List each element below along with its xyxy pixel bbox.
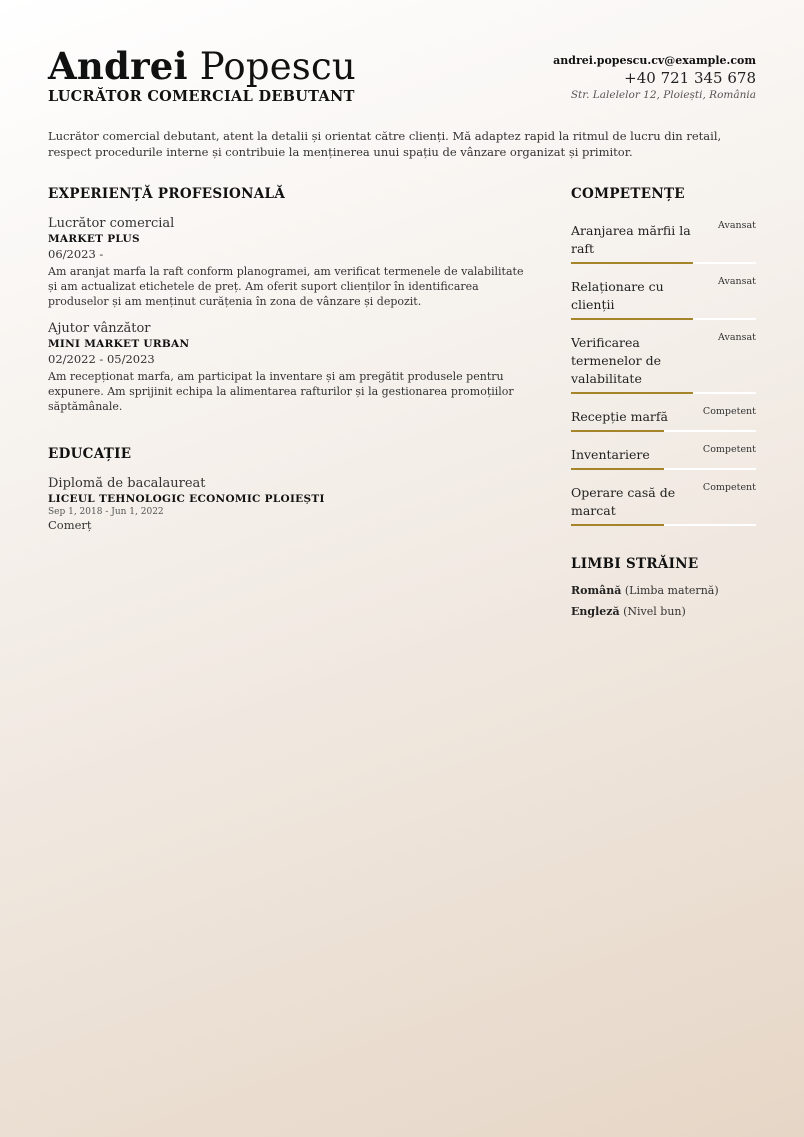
- education-school: LICEUL TEHNOLOGIC ECONOMIC PLOIEȘTI: [48, 493, 325, 505]
- contact-block: [553, 54, 756, 101]
- skill-level: Avansat: [718, 220, 756, 231]
- language-item: [571, 584, 756, 597]
- education-title: EDUCAȚIE: [48, 446, 132, 462]
- skill-name: Inventariere: [571, 447, 650, 462]
- job-dates: 06/2023 -: [48, 247, 104, 261]
- job-description: Am aranjat marfa la raft conform planogramei, am verificat termenele de valabilitate și am actualizat etichetele de preț. Am oferit suport clienților în identificarea produselor și am menținut curățenia în zona de vânzare și depozit.: [48, 265, 524, 308]
- skill-level: Competent: [702, 406, 756, 417]
- header: [48, 46, 756, 116]
- skill-bar-fill: [571, 524, 664, 526]
- education-dates: Sep 1, 2018 - Jun 1, 2022: [48, 507, 164, 517]
- skill-level: Competent: [702, 444, 756, 455]
- skill-bar-fill: [571, 262, 693, 264]
- skill-item: [571, 330, 756, 394]
- languages-title: LIMBI STRĂINE: [571, 556, 699, 572]
- skill-level: Avansat: [718, 332, 756, 343]
- last-name: Popescu: [199, 45, 356, 88]
- skill-bar-fill: [571, 468, 664, 470]
- job-entry: [48, 216, 532, 309]
- job-position: Ajutor vânzător: [48, 321, 151, 336]
- skill-item: [571, 218, 756, 264]
- education-field: Comerț: [48, 518, 92, 532]
- language-level: (Nivel bun): [623, 605, 686, 618]
- education-degree: Diplomă de bacalaureat: [48, 476, 206, 491]
- job-description: Am recepționat marfa, am participat la inventare și am pregătit produsele pentru expunere. Am sprijinit echipa la alimentarea rafturilor și la gestionarea promoțiilor săptămânale.: [48, 370, 514, 413]
- skills-list: [571, 218, 756, 526]
- phone[interactable]: +40 721 345 678: [624, 69, 756, 87]
- first-name: Andrei: [48, 44, 188, 88]
- skill-name: Recepție marfă: [571, 409, 668, 424]
- education-entry: [48, 476, 532, 532]
- job-company: MINI MARKET URBAN: [48, 338, 190, 350]
- skill-item: [571, 442, 756, 470]
- skill-level: Avansat: [718, 276, 756, 287]
- skill-bar: [571, 318, 756, 320]
- skill-bar: [571, 468, 756, 470]
- language-level: (Limba maternă): [624, 584, 719, 597]
- language-name: Română: [571, 584, 622, 597]
- skill-item: [571, 480, 756, 526]
- languages-list: [571, 584, 756, 618]
- skills-title: COMPETENȚE: [571, 186, 685, 202]
- skill-bar: [571, 262, 756, 264]
- skill-bar-fill: [571, 392, 693, 394]
- skill-name: Operare casă de marcat: [571, 485, 676, 518]
- language-item: [571, 605, 756, 618]
- skill-name: Verificarea termenelor de valabilitate: [571, 335, 661, 386]
- main-column: [48, 186, 532, 532]
- skill-bar: [571, 392, 756, 394]
- side-column: [571, 186, 756, 626]
- skill-bar-fill: [571, 430, 664, 432]
- job-position: Lucrător comercial: [48, 216, 175, 231]
- language-name: Engleză: [571, 605, 620, 618]
- skill-bar-fill: [571, 318, 693, 320]
- skill-name: Relaționare cu clienții: [571, 279, 664, 312]
- experience-title: EXPERIENȚĂ PROFESIONALĂ: [48, 186, 286, 202]
- skill-item: [571, 274, 756, 320]
- job-title: LUCRĂTOR COMERCIAL DEBUTANT: [48, 88, 355, 105]
- job-entry: [48, 321, 532, 414]
- skill-item: [571, 404, 756, 432]
- job-company: MARKET PLUS: [48, 233, 140, 245]
- job-dates: 02/2022 - 05/2023: [48, 352, 155, 366]
- address: Str. Lalelelor 12, Ploiești, România: [570, 89, 756, 101]
- email[interactable]: andrei.popescu.cv@example.com: [553, 54, 756, 67]
- skill-name: Aranjarea mărfii la raft: [571, 223, 691, 256]
- skill-level: Competent: [702, 482, 756, 493]
- skill-bar: [571, 524, 756, 526]
- summary: Lucrător comercial debutant, atent la detalii și orientat către clienți. Mă adaptez rapid la ritmul de lucru din retail, respect procedurile interne și contribuie la menținerea unui spațiu de vânzare organizat și primitor.: [48, 129, 722, 159]
- skill-bar: [571, 430, 756, 432]
